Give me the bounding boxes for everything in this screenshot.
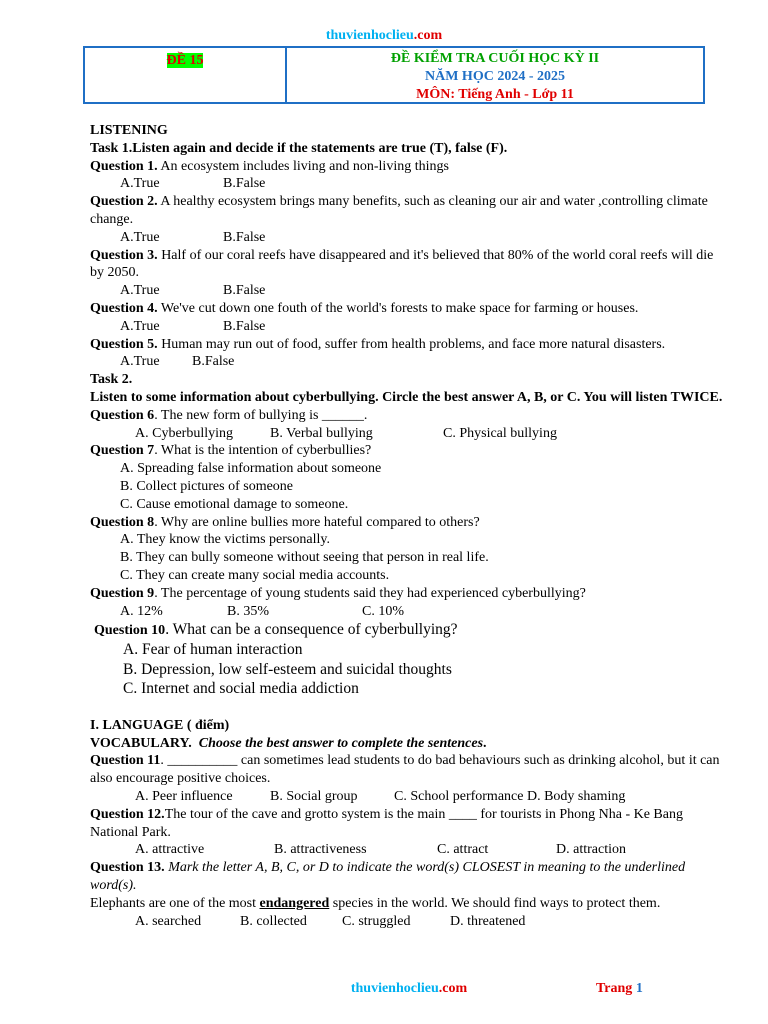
question-7: Question 7. What is the intention of cyberbullies? bbox=[90, 443, 372, 459]
question-3: Question 3. Half of our coral reefs have disappeared and it's believed that 80% of the world coral reefs will die by 2050. bbox=[90, 247, 714, 281]
question-8: Question 8. Why are online bullies more hateful compared to others? bbox=[90, 514, 480, 530]
question-11: Question 11. __________ can sometimes lead students to do bad behaviours such as drinking alcohol, but it can also encourage positive choices. bbox=[90, 753, 720, 787]
question-6: Question 6. The new form of bullying is ______. bbox=[90, 407, 368, 423]
question-7-option-c: C. Cause emotional damage to someone. bbox=[120, 496, 349, 512]
task2-instruction: Listen to some information about cyberbullying. Circle the best answer A, B, or C. You will listen TWICE. bbox=[90, 389, 723, 405]
question-5: Question 5. Human may run out of food, suffer from health problems, and face more natural disasters. bbox=[90, 336, 666, 352]
question-10-option-b: B. Depression, low self-esteem and suicidal thoughts bbox=[123, 660, 452, 678]
question-13: Question 13. Mark the letter A, B, C, or D to indicate the word(s) CLOSEST in meaning to the underlined word(s). bbox=[90, 860, 686, 894]
language-heading: I. LANGUAGE ( điểm) bbox=[90, 717, 230, 733]
exam-title-cell bbox=[287, 48, 703, 102]
question-4: Question 4. We've cut down one fouth of the world's forests to make space for farming or houses. bbox=[90, 300, 639, 316]
question-8-option-c: C. They can create many social media accounts. bbox=[120, 567, 390, 583]
exam-title: ĐỀ KIỂM TRA CUỐI HỌC KỲ II bbox=[390, 51, 600, 66]
exam-content bbox=[90, 122, 726, 930]
vocabulary-instruction: VOCABULARY. Choose the best answer to complete the sentences. bbox=[90, 735, 487, 751]
question-12: Question 12.The tour of the cave and grotto system is the main ____ for tourists in Phong Nha - Ke Bang National Park. bbox=[90, 806, 683, 840]
question-10: Question 10. What can be a consequence of cyberbullying? bbox=[94, 621, 458, 639]
question-11-options: A. Peer influence B. Social group C. School performance D. Body shaming bbox=[135, 789, 626, 805]
question-12-options: A. attractive B. attractiveness C. attract D. attraction bbox=[135, 842, 626, 858]
question-10-option-c: C. Internet and social media addiction bbox=[123, 680, 359, 698]
question-3-options: A.True B.False bbox=[120, 283, 266, 299]
subject: MÔN: Tiếng Anh - Lớp 11 bbox=[416, 87, 574, 102]
question-8-option-a: A. They know the victims personally. bbox=[120, 532, 330, 548]
question-1-options: A.True B.False bbox=[120, 176, 266, 192]
site-watermark-bottom: thuvienhoclieu.com bbox=[350, 981, 468, 996]
question-5-options: A.True B.False bbox=[120, 354, 235, 370]
task1-instruction: Task 1.Listen again and decide if the statements are true (T), false (F). bbox=[90, 140, 508, 156]
question-13-options: A. searched B. collected C. struggled D. threatened bbox=[135, 913, 526, 929]
task2-heading: Task 2. bbox=[90, 372, 133, 388]
question-6-options: A. Cyberbullying B. Verbal bullying C. Physical bullying bbox=[135, 425, 557, 441]
question-4-options: A.True B.False bbox=[120, 318, 266, 334]
question-2-options: A.True B.False bbox=[120, 229, 266, 245]
school-year: NĂM HỌC 2024 - 2025 bbox=[425, 69, 565, 84]
question-10-option-a: A. Fear of human interaction bbox=[123, 641, 303, 659]
exam-header-table bbox=[83, 46, 705, 104]
exam-code: ĐỀ 15 bbox=[166, 53, 204, 68]
listening-heading: LISTENING bbox=[90, 123, 168, 138]
question-9-options: A. 12% B. 35% C. 10% bbox=[120, 603, 404, 619]
page-number: Trang 1 bbox=[596, 981, 643, 996]
question-8-option-b: B. They can bully someone without seeing that person in real life. bbox=[120, 550, 489, 566]
question-9: Question 9. The percentage of young students said they had experienced cyberbullying? bbox=[90, 585, 586, 601]
question-2: Question 2. A healthy ecosystem brings many benefits, such as cleaning our air and water ,controlling climate change. bbox=[90, 194, 708, 227]
question-7-option-a: A. Spreading false information about someone bbox=[120, 461, 382, 477]
question-13-sentence: Elephants are one of the most endangered species in the world. We should find ways to protect them. bbox=[90, 895, 661, 911]
site-watermark-top: thuvienhoclieu.com bbox=[325, 28, 443, 43]
question-7-option-b: B. Collect pictures of someone bbox=[120, 478, 294, 494]
exam-code-cell bbox=[85, 48, 287, 102]
question-1: Question 1. An ecosystem includes living and non-living things bbox=[90, 158, 449, 174]
